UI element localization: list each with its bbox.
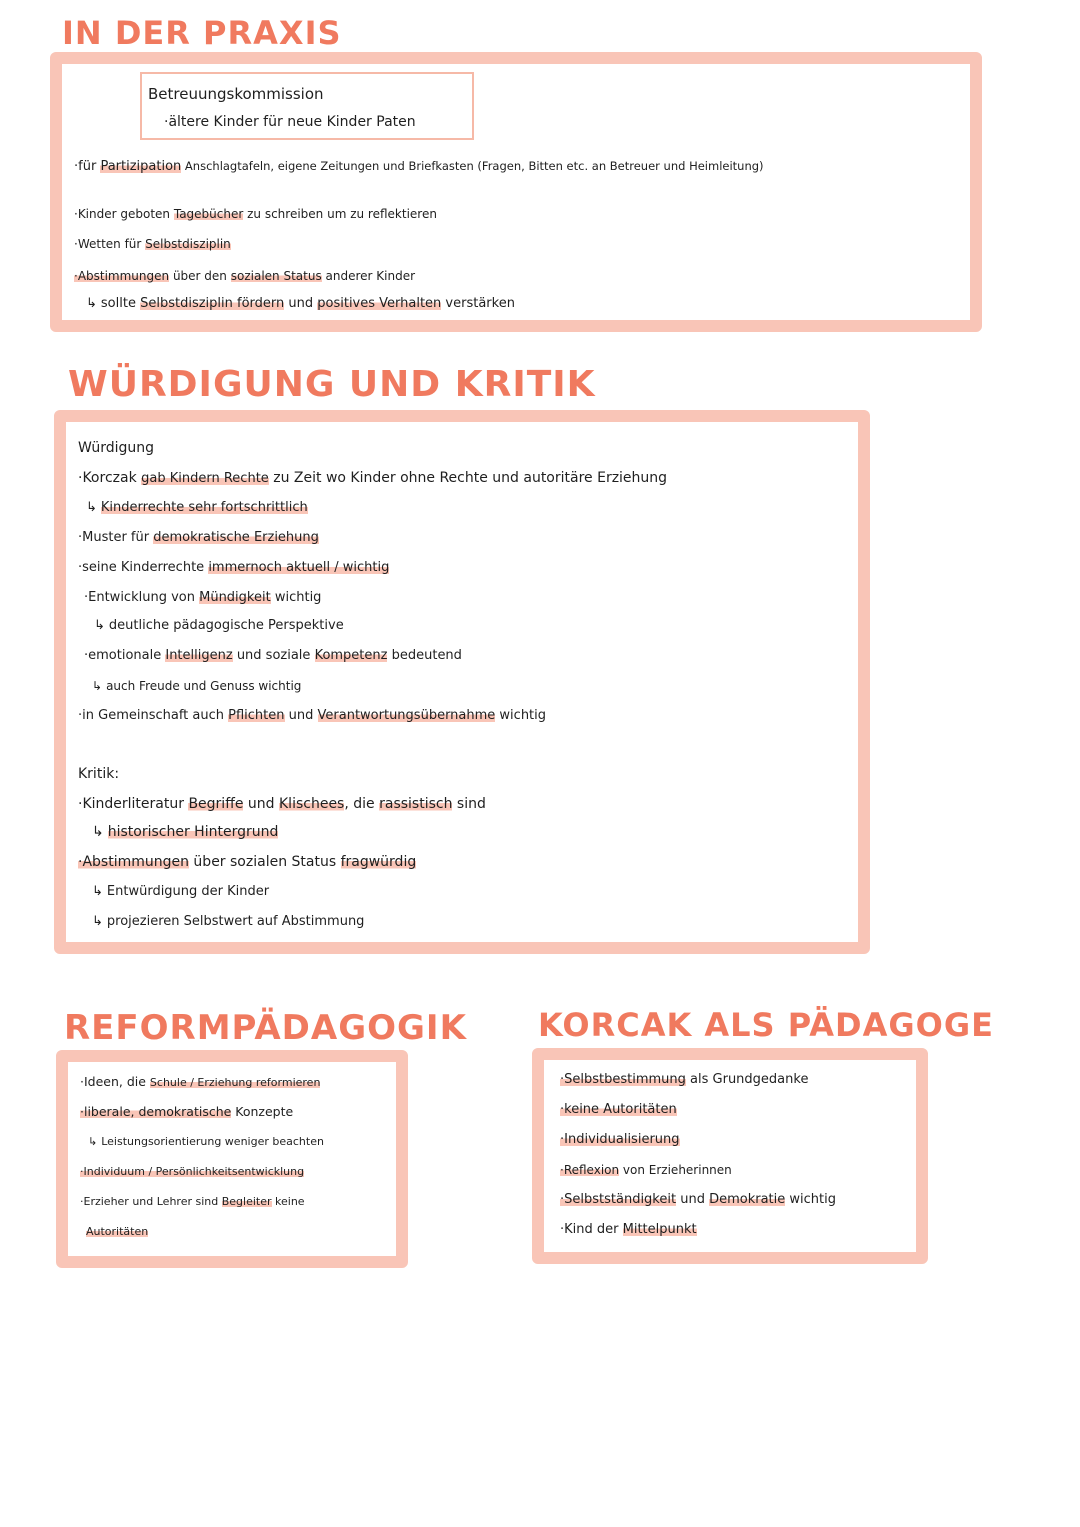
reform-line-5 [80,1194,305,1210]
praxis-line-sollte [86,296,515,312]
wuerdigung-line-9 [78,708,546,724]
highlight: sozialen Status [230,269,322,283]
highlight: Verantwortungsübernahme [317,708,496,723]
wuerdigung-line-2 [86,500,308,516]
text: über den [169,269,231,283]
arrow-icon: ↳ [88,1135,98,1148]
praxis-box [50,52,982,332]
text: wichtig [785,1192,836,1207]
highlight: positives Verhalten [317,296,442,311]
wuerdigung-line-1 [78,470,667,487]
text: ·Kind der [560,1222,623,1237]
highlight: ·Abstimmungen [74,269,170,283]
text: und [284,708,318,723]
wuerdigung-box [54,410,870,954]
text: sollte [100,296,141,311]
highlight: Begriffe [188,796,244,812]
korczak-line-4 [560,1162,732,1178]
kritik-line-4 [92,884,269,900]
subheading-wuerdigung: Würdigung [78,440,155,456]
text: bedeutend [387,648,462,663]
wuerdigung-line-3 [78,530,319,546]
reform-line-6 [86,1224,148,1240]
text: und soziale [232,648,315,663]
subheading-kritik: Kritik: [78,766,120,782]
highlight: historischer Hintergrund [107,824,279,840]
text: ·Kinder geboten [74,207,174,221]
text: wichtig [495,708,547,723]
text: Konzepte [231,1104,294,1119]
heading-reformpaedagogik: REFORMPÄDAGOGIK [64,1008,467,1048]
wuerdigung-line-4 [78,560,389,576]
praxis-line-tagebuecher [74,206,437,222]
text: ·Korczak [78,470,142,486]
arrow-icon: ↳ [94,618,105,633]
highlight: Kompetenz [314,648,388,663]
praxis-partizipation [74,158,764,175]
text: von Erzieherinnen [619,1163,732,1177]
arrow-icon: ↳ [92,679,103,693]
highlight-partizipation: Partizipation [100,159,182,174]
betreuungskommission-title: Betreuungskommission [148,85,324,103]
highlight: demokratische Erziehung [153,530,319,545]
arrow-icon: ↳ [92,884,103,899]
highlight: gab Kindern Rechte [141,471,269,486]
highlight: Selbstdisziplin fördern [140,296,285,311]
highlight: Mündigkeit [199,590,271,605]
text: Anschlagtafeln, eigene Zeitungen und Briefkasten (Fragen, Bitten etc. an Betreuer und Heimleitung) [181,159,764,173]
highlight: ·liberale, demokratische [80,1104,232,1119]
text: wichtig [270,590,322,605]
text: ·in Gemeinschaft auch [78,708,229,723]
highlight: Pflichten [228,708,285,723]
highlight: Klischees [279,796,345,812]
text: verstärken [441,296,515,311]
reform-line-1 [80,1074,320,1091]
highlight: ·Individualisierung [560,1132,680,1147]
arrow-icon: ↳ [86,296,97,311]
text: und [243,796,279,812]
text: zu schreiben um zu reflektieren [243,207,437,221]
text: deutliche pädagogische Perspektive [108,618,344,633]
highlight: ·Selbstständigkeit [560,1192,677,1207]
korczak-line-3 [560,1132,680,1148]
arrow-icon: ↳ [92,914,103,929]
kritik-line-5 [92,914,364,930]
highlight: fragwürdig [340,854,417,870]
wuerdigung-line-7 [84,648,462,664]
text: ·Muster für [78,530,154,545]
wuerdigung-line-8 [92,678,301,694]
korczak-box [532,1048,928,1264]
wuerdigung-line-6 [94,618,344,634]
highlight: Selbstdisziplin [145,237,231,251]
highlight: Intelligenz [165,648,233,663]
text: Entwürdigung der Kinder [106,884,270,899]
reform-box [56,1050,408,1268]
text: ·Wetten für [74,237,146,251]
reform-line-3 [88,1134,324,1150]
praxis-line-abstimmungen [74,268,415,284]
kritik-line-3 [78,854,416,870]
text: ·für [74,159,101,174]
text: Leistungsorientierung weniger beachten [101,1135,324,1148]
korczak-line-6 [560,1222,697,1238]
highlight: Mittelpunkt [622,1222,697,1237]
text: ·Ideen, die [80,1074,150,1089]
text: sind [452,796,486,812]
text: anderer Kinder [321,269,416,283]
heading-in-der-praxis: IN DER PRAXIS [62,14,342,52]
highlight: ·Reflexion [560,1163,620,1177]
korczak-line-5 [560,1192,836,1208]
kritik-line-2 [92,824,278,840]
highlight: Demokratie [709,1192,786,1207]
highlight: Tagebücher [173,207,244,221]
wuerdigung-line-5 [84,590,321,606]
betreuungskommission-box [140,72,474,140]
arrow-icon: ↳ [86,500,97,515]
text: ·Erzieher und Lehrer sind [80,1195,222,1208]
arrow-icon: ↳ [92,824,104,840]
highlight: Begleiter [221,1195,272,1208]
text: projezieren Selbstwert auf Abstimmung [106,914,365,929]
text: und [284,296,318,311]
text: als Grundgedanke [685,1072,809,1087]
text: ·Kinderliteratur [78,796,189,812]
betreuungskommission-sub: ·ältere Kinder für neue Kinder Paten [164,114,416,130]
text: keine [271,1195,305,1208]
text: über sozialen Status [188,854,341,870]
highlight: immernoch aktuell / wichtig [208,560,390,575]
highlight: ·Selbstbestimmung [560,1072,686,1087]
heading-korczak-als-paedagoge: KORCAK ALS PÄDAGOGE [538,1006,994,1044]
reform-line-4 [80,1164,304,1180]
reform-line-2 [80,1104,293,1120]
heading-wuerdigung-und-kritik: WÜRDIGUNG UND KRITIK [68,364,596,405]
text: zu Zeit wo Kinder ohne Rechte und autoritäre Erziehung [268,470,668,486]
korczak-line-2 [560,1102,677,1118]
korczak-line-1 [560,1072,808,1088]
praxis-line-wetten [74,236,231,252]
text: und [676,1192,710,1207]
highlight: Schule / Erziehung reformieren [149,1076,321,1089]
highlight: ·keine Autoritäten [560,1102,677,1117]
text: auch Freude und Genuss wichtig [106,679,302,693]
text: , die [344,796,380,812]
highlight: Autoritäten [86,1225,149,1238]
highlight: rassistisch [379,796,453,812]
highlight: Kinderrechte sehr fortschrittlich [100,500,308,515]
text: ·seine Kinderrechte [78,560,209,575]
text: ·Entwicklung von [84,590,200,605]
highlight: ·Abstimmungen [78,854,189,870]
highlight: ·Individuum / Persönlichkeitsentwicklung [80,1165,305,1178]
text: ·emotionale [84,648,166,663]
kritik-line-1 [78,796,486,812]
